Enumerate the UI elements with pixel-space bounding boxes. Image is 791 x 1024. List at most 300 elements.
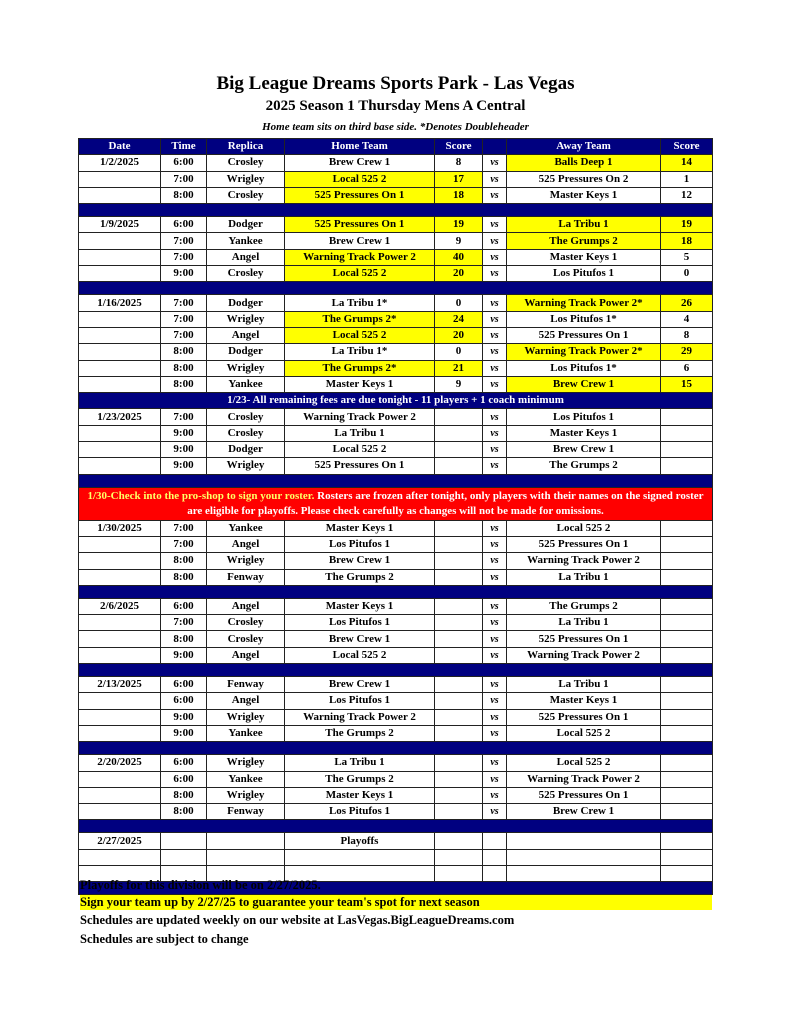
home-score <box>435 771 483 787</box>
away-score <box>661 458 713 474</box>
game-row <box>79 344 713 360</box>
game-date <box>79 187 161 203</box>
vs-label <box>483 833 507 849</box>
game-row <box>79 249 713 265</box>
home-team: Warning Track Power 2 <box>285 409 435 425</box>
footer-signup-note: Sign your team up by 2/27/25 to guarantee your team's spot for next season <box>80 895 712 910</box>
week-separator <box>79 204 713 217</box>
col-header-home-score: Score <box>435 139 483 155</box>
week-separator <box>79 585 713 598</box>
home-team: Master Keys 1 <box>285 598 435 614</box>
game-date <box>79 327 161 343</box>
home-team: Master Keys 1 <box>285 787 435 803</box>
vs-label: vs <box>483 266 507 282</box>
away-score <box>661 631 713 647</box>
game-replica: Yankee <box>207 725 285 741</box>
roster-alert-lead: 1/30-Check into the pro-shop to sign your roster. <box>87 489 315 502</box>
away-score <box>661 409 713 425</box>
week-separator-cell <box>79 820 713 833</box>
home-score: 17 <box>435 171 483 187</box>
home-score: 0 <box>435 344 483 360</box>
game-date <box>79 344 161 360</box>
away-score <box>661 709 713 725</box>
home-team: Warning Track Power 2 <box>285 249 435 265</box>
game-replica: Wrigley <box>207 709 285 725</box>
week-separator-cell <box>79 282 713 295</box>
game-row <box>79 266 713 282</box>
schedule-note: Home team sits on third base side. *Denotes Doubleheader <box>262 121 529 133</box>
game-row <box>79 442 713 458</box>
game-date <box>79 849 161 865</box>
game-row <box>79 233 713 249</box>
home-team: The Grumps 2* <box>285 360 435 376</box>
game-replica: Yankee <box>207 233 285 249</box>
away-score <box>661 804 713 820</box>
game-date <box>79 693 161 709</box>
game-replica: Wrigley <box>207 458 285 474</box>
home-score <box>435 409 483 425</box>
vs-label: vs <box>483 520 507 536</box>
home-score <box>435 787 483 803</box>
home-team: Brew Crew 1 <box>285 631 435 647</box>
away-team: Warning Track Power 2 <box>507 553 661 569</box>
away-team: Los Pitufos 1 <box>507 409 661 425</box>
home-score: 9 <box>435 376 483 392</box>
home-team: The Grumps 2 <box>285 725 435 741</box>
game-replica: Wrigley <box>207 360 285 376</box>
game-row <box>79 536 713 552</box>
home-team: La Tribu 1 <box>285 755 435 771</box>
home-score <box>435 755 483 771</box>
game-date: 1/9/2025 <box>79 217 161 233</box>
game-row <box>79 458 713 474</box>
game-date <box>79 171 161 187</box>
vs-label: vs <box>483 631 507 647</box>
game-date: 1/16/2025 <box>79 295 161 311</box>
vs-label: vs <box>483 249 507 265</box>
week-separator <box>79 820 713 833</box>
game-replica: Crosley <box>207 187 285 203</box>
game-replica <box>207 849 285 865</box>
fees-notice: 1/23- All remaining fees are due tonight - 11 players + 1 coach minimum <box>79 393 713 409</box>
game-time: 8:00 <box>161 344 207 360</box>
away-team: 525 Pressures On 1 <box>507 536 661 552</box>
away-team: 525 Pressures On 1 <box>507 709 661 725</box>
vs-label: vs <box>483 647 507 663</box>
vs-label: vs <box>483 295 507 311</box>
game-replica: Yankee <box>207 771 285 787</box>
away-score <box>661 442 713 458</box>
game-row <box>79 553 713 569</box>
away-score: 15 <box>661 376 713 392</box>
week-separator <box>79 474 713 487</box>
game-date <box>79 442 161 458</box>
roster-alert <box>79 487 713 520</box>
home-score <box>435 442 483 458</box>
game-time: 8:00 <box>161 787 207 803</box>
away-score <box>661 536 713 552</box>
away-score: 19 <box>661 217 713 233</box>
game-replica: Wrigley <box>207 171 285 187</box>
vs-label: vs <box>483 425 507 441</box>
away-score <box>661 833 713 849</box>
home-score <box>435 725 483 741</box>
game-time: 9:00 <box>161 647 207 663</box>
away-score <box>661 755 713 771</box>
away-score: 4 <box>661 311 713 327</box>
home-team: The Grumps 2 <box>285 569 435 585</box>
home-team: Brew Crew 1 <box>285 155 435 171</box>
game-time: 9:00 <box>161 266 207 282</box>
home-team: La Tribu 1 <box>285 425 435 441</box>
home-score <box>435 598 483 614</box>
home-score: 20 <box>435 327 483 343</box>
game-date: 1/2/2025 <box>79 155 161 171</box>
col-header-date: Date <box>79 139 161 155</box>
away-team: Local 525 2 <box>507 520 661 536</box>
away-team: La Tribu 1 <box>507 217 661 233</box>
home-score <box>435 709 483 725</box>
game-replica: Angel <box>207 536 285 552</box>
vs-label: vs <box>483 598 507 614</box>
vs-label: vs <box>483 709 507 725</box>
vs-label: vs <box>483 360 507 376</box>
away-score: 8 <box>661 327 713 343</box>
away-score <box>661 598 713 614</box>
game-row <box>79 631 713 647</box>
home-team: Los Pitufos 1 <box>285 693 435 709</box>
home-team: Los Pitufos 1 <box>285 536 435 552</box>
home-team: Warning Track Power 2 <box>285 709 435 725</box>
game-replica: Fenway <box>207 677 285 693</box>
away-team: Local 525 2 <box>507 755 661 771</box>
home-score: 19 <box>435 217 483 233</box>
game-row <box>79 311 713 327</box>
game-row <box>79 598 713 614</box>
home-score: 8 <box>435 155 483 171</box>
away-score <box>661 569 713 585</box>
away-team: The Grumps 2 <box>507 458 661 474</box>
away-score: 12 <box>661 187 713 203</box>
away-score: 5 <box>661 249 713 265</box>
game-date: 2/13/2025 <box>79 677 161 693</box>
away-score <box>661 787 713 803</box>
table-header-row <box>79 139 713 155</box>
vs-label: vs <box>483 344 507 360</box>
game-time: 6:00 <box>161 598 207 614</box>
home-score <box>435 693 483 709</box>
away-team: The Grumps 2 <box>507 598 661 614</box>
game-replica: Dodger <box>207 217 285 233</box>
game-replica: Dodger <box>207 295 285 311</box>
col-header-time: Time <box>161 139 207 155</box>
home-score <box>435 647 483 663</box>
home-team: 525 Pressures On 1 <box>285 458 435 474</box>
vs-label: vs <box>483 755 507 771</box>
game-date <box>79 771 161 787</box>
home-team: Brew Crew 1 <box>285 233 435 249</box>
home-team: Master Keys 1 <box>285 520 435 536</box>
game-row <box>79 520 713 536</box>
vs-label: vs <box>483 725 507 741</box>
game-row <box>79 295 713 311</box>
game-date <box>79 266 161 282</box>
game-time: 7:00 <box>161 536 207 552</box>
game-date <box>79 249 161 265</box>
game-time: 9:00 <box>161 709 207 725</box>
game-row <box>79 693 713 709</box>
away-score <box>661 693 713 709</box>
home-team: Local 525 2 <box>285 266 435 282</box>
away-score: 26 <box>661 295 713 311</box>
away-score <box>661 520 713 536</box>
week-separator <box>79 742 713 755</box>
game-date <box>79 376 161 392</box>
footer-change-note: Schedules are subject to change <box>80 932 249 946</box>
game-row <box>79 425 713 441</box>
away-score <box>661 725 713 741</box>
schedule-body <box>79 139 713 895</box>
away-team: 525 Pressures On 1 <box>507 787 661 803</box>
game-date: 2/20/2025 <box>79 755 161 771</box>
game-date: 2/27/2025 <box>79 833 161 849</box>
vs-label <box>483 865 507 881</box>
game-replica: Wrigley <box>207 311 285 327</box>
game-time: 6:00 <box>161 155 207 171</box>
away-team: Brew Crew 1 <box>507 804 661 820</box>
game-row <box>79 376 713 392</box>
away-team: Los Pitufos 1* <box>507 311 661 327</box>
week-separator <box>79 282 713 295</box>
roster-alert-text: Rosters are frozen after tonight, only players with their names on the signed roster are eligible for playoffs. Please check carefully as changes will not be made for omissions. <box>187 489 704 517</box>
home-score <box>435 631 483 647</box>
game-replica: Wrigley <box>207 787 285 803</box>
game-replica: Dodger <box>207 442 285 458</box>
vs-label: vs <box>483 376 507 392</box>
week-separator-cell <box>79 742 713 755</box>
game-date <box>79 425 161 441</box>
home-team: Brew Crew 1 <box>285 677 435 693</box>
home-team: Brew Crew 1 <box>285 553 435 569</box>
game-row <box>79 725 713 741</box>
away-team <box>507 849 661 865</box>
home-team <box>285 849 435 865</box>
home-team: Local 525 2 <box>285 327 435 343</box>
game-time: 9:00 <box>161 458 207 474</box>
game-time: 9:00 <box>161 442 207 458</box>
game-date <box>79 233 161 249</box>
game-replica: Angel <box>207 327 285 343</box>
week-separator-cell <box>79 585 713 598</box>
footer-playoffs-note: Playoffs for this division will be on 2/27/2025. <box>80 878 321 892</box>
game-time: 7:00 <box>161 233 207 249</box>
away-team: La Tribu 1 <box>507 569 661 585</box>
home-score <box>435 520 483 536</box>
game-date <box>79 360 161 376</box>
home-score: 21 <box>435 360 483 376</box>
game-row <box>79 833 713 849</box>
col-header-vs <box>483 139 507 155</box>
home-score <box>435 677 483 693</box>
away-team: Master Keys 1 <box>507 693 661 709</box>
vs-label: vs <box>483 233 507 249</box>
away-score <box>661 553 713 569</box>
vs-label: vs <box>483 458 507 474</box>
home-team: Los Pitufos 1 <box>285 804 435 820</box>
vs-label: vs <box>483 311 507 327</box>
home-score: 18 <box>435 187 483 203</box>
away-team: Warning Track Power 2* <box>507 344 661 360</box>
game-date <box>79 725 161 741</box>
away-team: La Tribu 1 <box>507 677 661 693</box>
away-team: Master Keys 1 <box>507 425 661 441</box>
home-score: 20 <box>435 266 483 282</box>
game-date: 2/6/2025 <box>79 598 161 614</box>
game-time: 8:00 <box>161 553 207 569</box>
game-date <box>79 553 161 569</box>
game-row <box>79 647 713 663</box>
home-team: Los Pitufos 1 <box>285 615 435 631</box>
home-score <box>435 536 483 552</box>
game-replica: Angel <box>207 598 285 614</box>
home-score <box>435 804 483 820</box>
game-row <box>79 755 713 771</box>
home-score: 9 <box>435 233 483 249</box>
game-replica: Crosley <box>207 266 285 282</box>
game-replica: Crosley <box>207 155 285 171</box>
week-separator-cell <box>79 474 713 487</box>
vs-label: vs <box>483 771 507 787</box>
away-team: Los Pitufos 1* <box>507 360 661 376</box>
game-date <box>79 647 161 663</box>
game-date <box>79 709 161 725</box>
schedule-table <box>78 138 713 895</box>
fees-notice-row <box>79 393 713 409</box>
vs-label: vs <box>483 217 507 233</box>
game-row <box>79 615 713 631</box>
away-score <box>661 425 713 441</box>
game-replica: Fenway <box>207 804 285 820</box>
away-team: Warning Track Power 2 <box>507 647 661 663</box>
game-replica: Dodger <box>207 344 285 360</box>
vs-label: vs <box>483 536 507 552</box>
vs-label: vs <box>483 787 507 803</box>
game-row <box>79 217 713 233</box>
home-team: Local 525 2 <box>285 442 435 458</box>
game-row <box>79 187 713 203</box>
week-separator <box>79 664 713 677</box>
game-date <box>79 804 161 820</box>
game-row <box>79 677 713 693</box>
away-team <box>507 865 661 881</box>
home-team: Local 525 2 <box>285 171 435 187</box>
home-score <box>435 425 483 441</box>
away-score: 29 <box>661 344 713 360</box>
away-score: 14 <box>661 155 713 171</box>
away-score <box>661 865 713 881</box>
away-team: Brew Crew 1 <box>507 442 661 458</box>
game-time: 7:00 <box>161 409 207 425</box>
game-replica: Crosley <box>207 409 285 425</box>
home-score <box>435 569 483 585</box>
vs-label <box>483 849 507 865</box>
game-row <box>79 771 713 787</box>
away-team: 525 Pressures On 1 <box>507 631 661 647</box>
game-replica: Yankee <box>207 376 285 392</box>
away-score <box>661 615 713 631</box>
game-row <box>79 327 713 343</box>
game-date <box>79 311 161 327</box>
game-time: 8:00 <box>161 804 207 820</box>
home-score: 40 <box>435 249 483 265</box>
home-team: 525 Pressures On 1 <box>285 217 435 233</box>
away-team <box>507 833 661 849</box>
vs-label: vs <box>483 409 507 425</box>
away-score <box>661 849 713 865</box>
game-date <box>79 536 161 552</box>
home-score <box>435 833 483 849</box>
page-subtitle: 2025 Season 1 Thursday Mens A Central <box>265 98 526 114</box>
away-team: Master Keys 1 <box>507 187 661 203</box>
game-replica: Wrigley <box>207 553 285 569</box>
vs-label: vs <box>483 187 507 203</box>
vs-label: vs <box>483 804 507 820</box>
roster-alert-row <box>79 487 713 520</box>
game-row <box>79 787 713 803</box>
col-header-away-team: Away Team <box>507 139 661 155</box>
game-row <box>79 849 713 865</box>
home-score <box>435 553 483 569</box>
game-row <box>79 569 713 585</box>
vs-label: vs <box>483 553 507 569</box>
game-row <box>79 155 713 171</box>
game-time <box>161 833 207 849</box>
game-date <box>79 569 161 585</box>
vs-label: vs <box>483 155 507 171</box>
away-team: 525 Pressures On 2 <box>507 171 661 187</box>
home-team: The Grumps 2 <box>285 771 435 787</box>
game-time: 7:00 <box>161 249 207 265</box>
away-score: 1 <box>661 171 713 187</box>
game-time: 7:00 <box>161 311 207 327</box>
game-date <box>79 631 161 647</box>
home-score <box>435 849 483 865</box>
away-team: La Tribu 1 <box>507 615 661 631</box>
game-replica: Angel <box>207 647 285 663</box>
away-score <box>661 677 713 693</box>
vs-label: vs <box>483 677 507 693</box>
away-score <box>661 771 713 787</box>
away-score <box>661 647 713 663</box>
game-time: 7:00 <box>161 615 207 631</box>
home-team: The Grumps 2* <box>285 311 435 327</box>
game-time: 7:00 <box>161 327 207 343</box>
vs-label: vs <box>483 569 507 585</box>
away-team: Master Keys 1 <box>507 249 661 265</box>
game-date: 1/23/2025 <box>79 409 161 425</box>
game-time: 8:00 <box>161 187 207 203</box>
game-time: 6:00 <box>161 755 207 771</box>
vs-label: vs <box>483 442 507 458</box>
vs-label: vs <box>483 171 507 187</box>
game-replica: Crosley <box>207 631 285 647</box>
game-date <box>79 615 161 631</box>
game-time: 8:00 <box>161 376 207 392</box>
home-team: Local 525 2 <box>285 647 435 663</box>
home-team: La Tribu 1* <box>285 295 435 311</box>
vs-label: vs <box>483 693 507 709</box>
away-team: Los Pitufos 1 <box>507 266 661 282</box>
